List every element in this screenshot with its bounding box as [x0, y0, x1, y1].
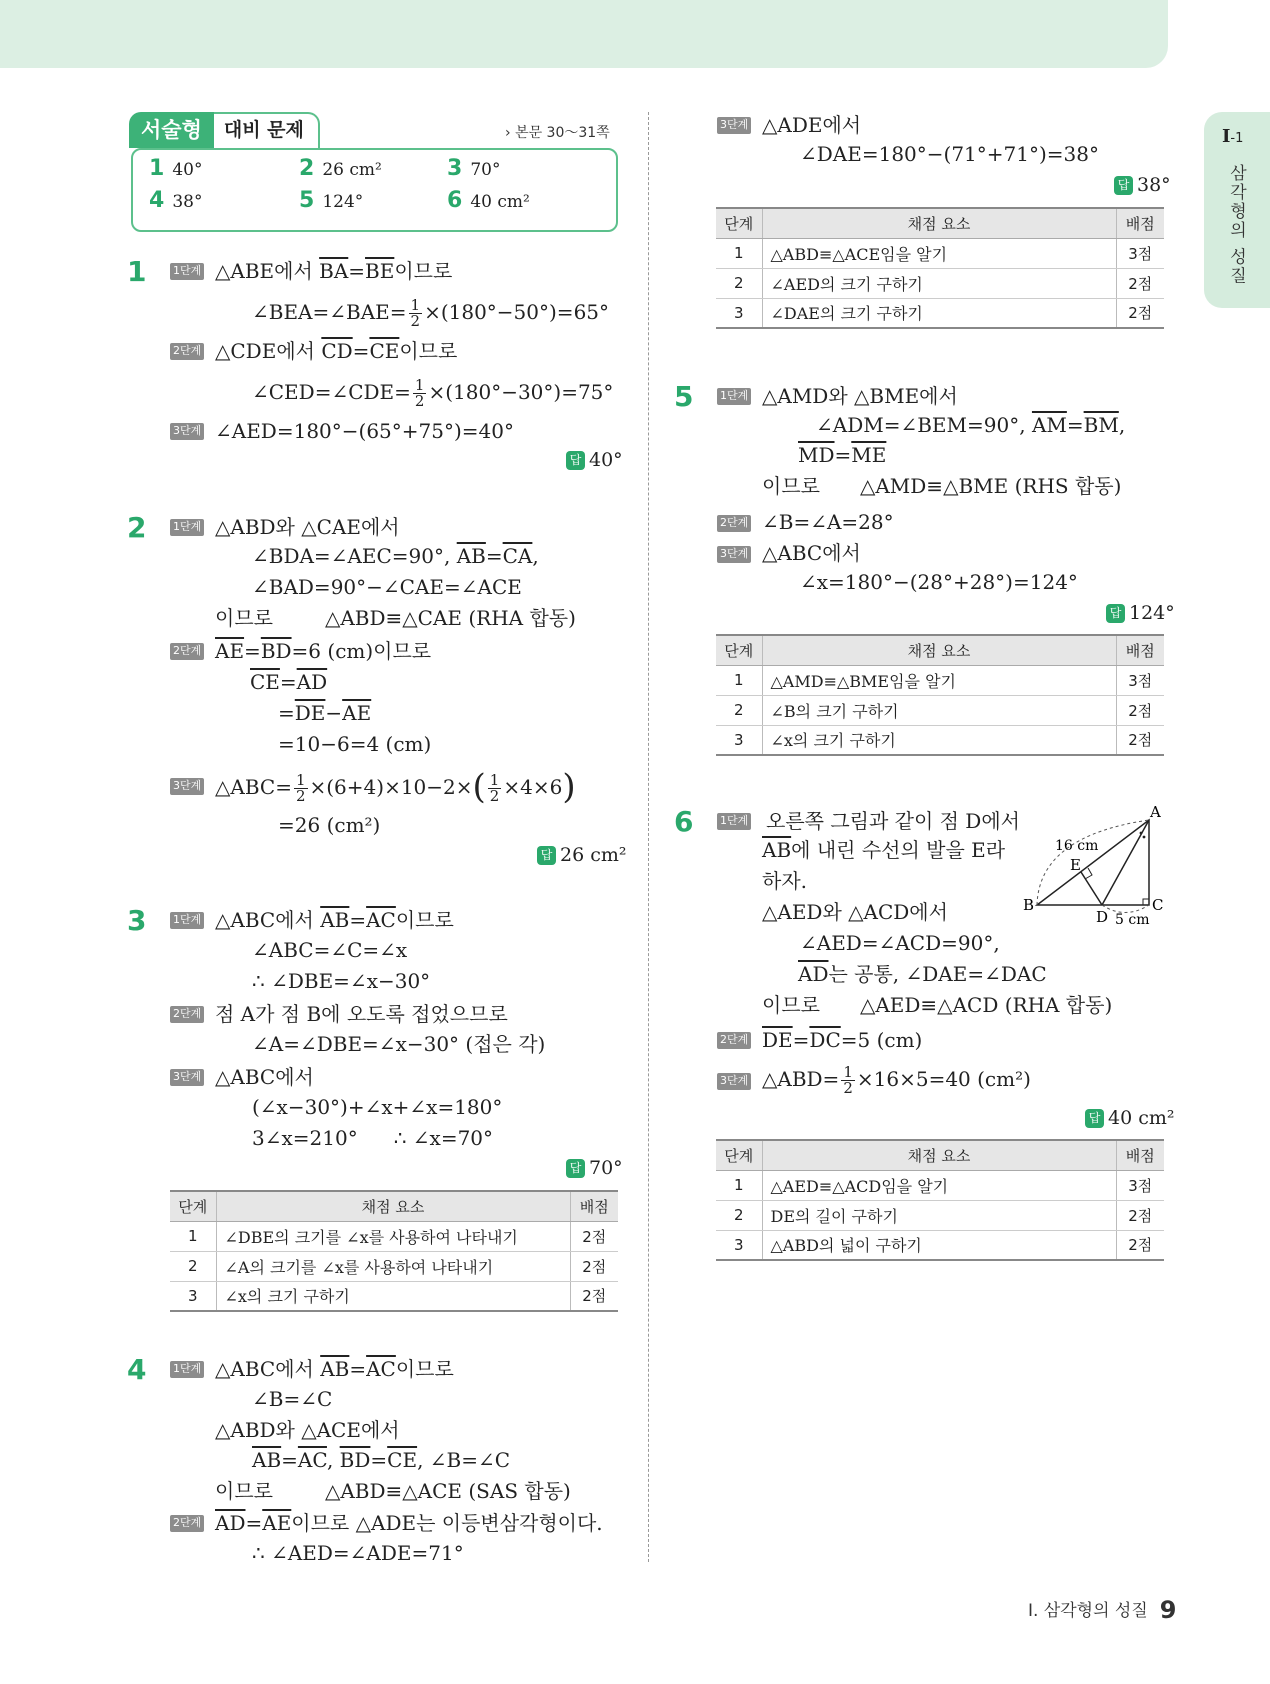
- footer-section: I. 삼각형의 성질: [1028, 1601, 1148, 1621]
- column-header: 채점 요소: [216, 1191, 570, 1221]
- step-badge: 2단계: [170, 1515, 204, 1532]
- solution-line: $\overline{AD}=\overline{AE}$이므로 △ADE는 이등변삼각형이다.: [215, 1511, 603, 1535]
- step-badge: 3단계: [717, 1073, 751, 1090]
- answer: 답 40°: [566, 448, 623, 472]
- solution-line: (∠x−30°)+∠x+∠x=180°: [252, 1095, 503, 1119]
- solution-line: =26 (cm²): [278, 813, 381, 837]
- column-divider: [648, 112, 649, 1562]
- step-badge: 2단계: [717, 515, 751, 532]
- label-c: C: [1152, 896, 1164, 914]
- solution-line: $\overline{DE}=\overline{DC}=5$ (cm): [762, 1028, 923, 1052]
- title-label-white: 대비 문제: [214, 112, 320, 148]
- step-badge: 2단계: [717, 1032, 751, 1049]
- answer: 답 40 cm²: [1085, 1106, 1175, 1130]
- answer: 답 124°: [1106, 601, 1175, 625]
- step-badge: 2단계: [170, 643, 204, 660]
- solution-line: △ABD와 △ACE에서: [215, 1418, 400, 1442]
- table-header-row: [716, 1140, 1164, 1170]
- step-badge: 1단계: [170, 912, 204, 929]
- problem-number: 3: [127, 904, 147, 937]
- solution-line: 하자.: [762, 869, 807, 893]
- column-header: 단계: [716, 635, 762, 665]
- header-band: [0, 0, 1168, 68]
- label-d: D: [1096, 908, 1109, 926]
- solution-line: △ADE에서: [762, 113, 862, 137]
- step-badge: 1단계: [717, 813, 751, 830]
- answer: 답 26 cm²: [537, 843, 627, 867]
- page-reference: › 본문 30～31쪽: [505, 125, 610, 141]
- table-row: 2 ∠B의 크기 구하기 2점: [716, 695, 1164, 725]
- problem-number: 4: [127, 1353, 147, 1386]
- table-row: 1 △AMD≡△BME임을 알기 3점: [716, 665, 1164, 695]
- solution-line: 이므로 △ABD≡△ACE (SAS 합동): [215, 1479, 571, 1503]
- solution-line: $\overline{MD}=\overline{ME}$: [798, 443, 887, 467]
- grading-table: [716, 634, 1164, 756]
- solution-line: ∠A=∠DBE=∠x−30° (접은 각): [252, 1032, 546, 1056]
- table-header-row: [716, 635, 1164, 665]
- answer: 답 38°: [1114, 173, 1171, 197]
- fraction: $\frac{1}{2}$: [843, 1063, 853, 1097]
- column-header: 단계: [170, 1191, 216, 1221]
- column-header: 배점: [1116, 635, 1164, 665]
- column-header: 채점 요소: [762, 1140, 1116, 1170]
- table-row: 2 ∠AED의 크기 구하기 2점: [716, 268, 1164, 298]
- title-label-green: 서술형: [129, 112, 214, 148]
- step-badge: 1단계: [170, 519, 204, 536]
- answer-box-title: [129, 112, 320, 148]
- answer-item: 3 70°: [447, 156, 501, 181]
- problem-number: 1: [127, 255, 147, 288]
- solution-line: △AED와 △ACD에서: [762, 900, 948, 924]
- table-row: 3 ∠x의 크기 구하기 2점: [170, 1281, 618, 1311]
- column-header: 채점 요소: [762, 635, 1116, 665]
- page-number: 9: [1159, 1596, 1177, 1624]
- step-badge: 3단계: [170, 423, 204, 440]
- grading-table: [716, 207, 1164, 329]
- solution-line: ∠ADM=∠BEM=90°, $\overline{AM}=\overline{BM}$,: [816, 413, 1126, 437]
- label-e: E: [1070, 856, 1081, 874]
- solution-line: 오른쪽 그림과 같이 점 D에서: [766, 809, 1020, 833]
- solution-line: △ABD와 △CAE에서: [215, 515, 400, 539]
- solution-line: $\overline{AB}=\overline{AC}$, $\overline{BD}=\overline{CE}$, ∠B=∠C: [252, 1448, 511, 1472]
- answer-item: 4 38°: [149, 188, 203, 213]
- solution-line: $\overline{AE}=\overline{BD}=6$ (cm)이므로: [215, 639, 432, 663]
- step-badge: 1단계: [717, 388, 751, 405]
- table-row: 1 △ABD≡△ACE임을 알기 3점: [716, 238, 1164, 268]
- solution-line: △ABC에서: [762, 541, 861, 565]
- problem-number: 2: [127, 511, 147, 544]
- answer-item: 5 124°: [299, 188, 364, 213]
- solution-line: ∠ABC=∠C=∠x: [252, 938, 408, 962]
- fraction: $\frac{1}{2}$: [295, 771, 306, 805]
- page-footer: [1028, 1596, 1176, 1624]
- solution-line: ∠B=∠C: [252, 1387, 333, 1411]
- solution-line: ∠B=∠A=28°: [762, 510, 894, 534]
- label-a: A: [1150, 803, 1161, 821]
- answer-item: 6 40 cm²: [447, 188, 530, 213]
- step-badge: 3단계: [170, 1069, 204, 1086]
- step-badge: 2단계: [170, 343, 204, 360]
- solution-line: =10−6=4 (cm): [278, 732, 432, 756]
- grading-table: [170, 1190, 618, 1312]
- fraction: $\frac{1}{2}$: [410, 296, 421, 330]
- step-badge: 3단계: [717, 117, 751, 134]
- chapter-code: I-1: [1222, 126, 1244, 147]
- problem-number: 6: [674, 805, 694, 838]
- solution-line: △ABC에서 $\overline{AB}=\overline{AC}$이므로: [215, 1357, 454, 1381]
- solution-line: ∴ ∠DBE=∠x−30°: [252, 969, 431, 993]
- solution-line: △ABD= $\frac{1}{2}$ ×16×5=40 (cm²): [762, 1063, 1031, 1097]
- length-ab: 16 cm: [1055, 838, 1099, 854]
- table-row: 1 ∠DBE의 크기를 ∠x를 사용하여 나타내기 2점: [170, 1221, 618, 1251]
- length-dc: 5 cm: [1115, 912, 1150, 928]
- column-header: 배점: [1116, 1140, 1164, 1170]
- solution-line: ∠CED=∠CDE= $\frac{1}{2}$ ×(180°−30°)=75°: [252, 376, 614, 410]
- solution-line: ∠BAD=90°−∠CAE=∠ACE: [252, 575, 522, 599]
- table-row: 3 ∠x의 크기 구하기 2점: [716, 725, 1164, 755]
- table-header-row: [170, 1191, 618, 1221]
- column-header: 배점: [570, 1191, 618, 1221]
- table-header-row: [716, 208, 1164, 238]
- solution-line: △ABC에서 $\overline{AB}=\overline{AC}$이므로: [215, 908, 454, 932]
- solution-line: 3∠x=210° ∴ ∠x=70°: [252, 1126, 494, 1150]
- solution-line: 이므로 △AED≡△ACD (RHA 합동): [762, 993, 1113, 1017]
- solution-line: $\overline{CE}=\overline{AD}$: [250, 670, 328, 694]
- table-row: 3 ∠DAE의 크기 구하기 2점: [716, 298, 1164, 328]
- solution-line: △ABC= $\frac{1}{2}$ ×(6+4)×10−2×( $\frac{1}{2}$ ×4×6): [215, 767, 576, 807]
- solution-line: ∠DAE=180°−(71°+71°)=38°: [800, 142, 1099, 166]
- table-row: 1 △AED≡△ACD임을 알기 3점: [716, 1170, 1164, 1200]
- solution-line: △ABC에서: [215, 1065, 314, 1089]
- step-badge: 2단계: [170, 1006, 204, 1023]
- step-badge: 1단계: [170, 1361, 204, 1378]
- column-header: 채점 요소: [762, 208, 1116, 238]
- step-badge: 3단계: [170, 778, 204, 795]
- solution-line: $\overline{AD}$는 공통, ∠DAE=∠DAC: [798, 962, 1047, 986]
- label-b: B: [1023, 896, 1035, 914]
- solution-line: ∴ ∠AED=∠ADE=71°: [252, 1541, 464, 1565]
- solution-line: ∠x=180°−(28°+28°)=124°: [800, 570, 1078, 594]
- column-header: 단계: [716, 1140, 762, 1170]
- table-row: 2 ∠A의 크기를 ∠x를 사용하여 나타내기 2점: [170, 1251, 618, 1281]
- table-row: 3 △ABD의 넓이 구하기 2점: [716, 1230, 1164, 1260]
- solution-line: ∠AED=180°−(65°+75°)=40°: [215, 419, 514, 443]
- chapter-title: 삼각형의 성질: [1226, 164, 1246, 286]
- solution-line: $=\overline{DE}-\overline{AE}$: [278, 701, 372, 725]
- solution-line: 이므로 △AMD≡△BME (RHS 합동): [762, 474, 1122, 498]
- solution-line: △AMD와 △BME에서: [762, 384, 958, 408]
- problem-number: 5: [674, 380, 694, 413]
- fraction: $\frac{1}{2}$: [489, 771, 500, 805]
- step-badge: 1단계: [170, 263, 204, 280]
- table-row: 2 DE의 길이 구하기 2점: [716, 1200, 1164, 1230]
- solution-line: 이므로 △ABD≡△CAE (RHA 합동): [215, 606, 576, 630]
- solution-line: ∠AED=∠ACD=90°,: [800, 931, 1000, 955]
- triangle-figure: [1015, 800, 1175, 930]
- grading-table: [716, 1139, 1164, 1261]
- solution-line: $\overline{AB}$에 내린 수선의 발을 E라: [762, 838, 1006, 862]
- fraction: $\frac{1}{2}$: [414, 376, 425, 410]
- solution-line: △CDE에서 $\overline{CD}=\overline{CE}$이므로: [215, 339, 458, 363]
- step-badge: 3단계: [717, 546, 751, 563]
- column-header: 배점: [1116, 208, 1164, 238]
- solution-line: △ABE에서 $\overline{BA}=\overline{BE}$이므로: [215, 259, 453, 283]
- answer: 답 70°: [566, 1156, 623, 1180]
- answer-item: 1 40°: [149, 156, 203, 181]
- column-header: 단계: [716, 208, 762, 238]
- solution-line: ∠BDA=∠AEC=90°, $\overline{AB}=\overline{CA}$,: [252, 544, 539, 568]
- solution-line: ∠BEA=∠BAE= $\frac{1}{2}$ ×(180°−50°)=65°: [252, 296, 610, 330]
- chapter-tab[interactable]: [1204, 112, 1270, 308]
- answer-item: 2 26 cm²: [299, 156, 382, 181]
- solution-line: 점 A가 점 B에 오도록 접었으므로: [215, 1002, 508, 1026]
